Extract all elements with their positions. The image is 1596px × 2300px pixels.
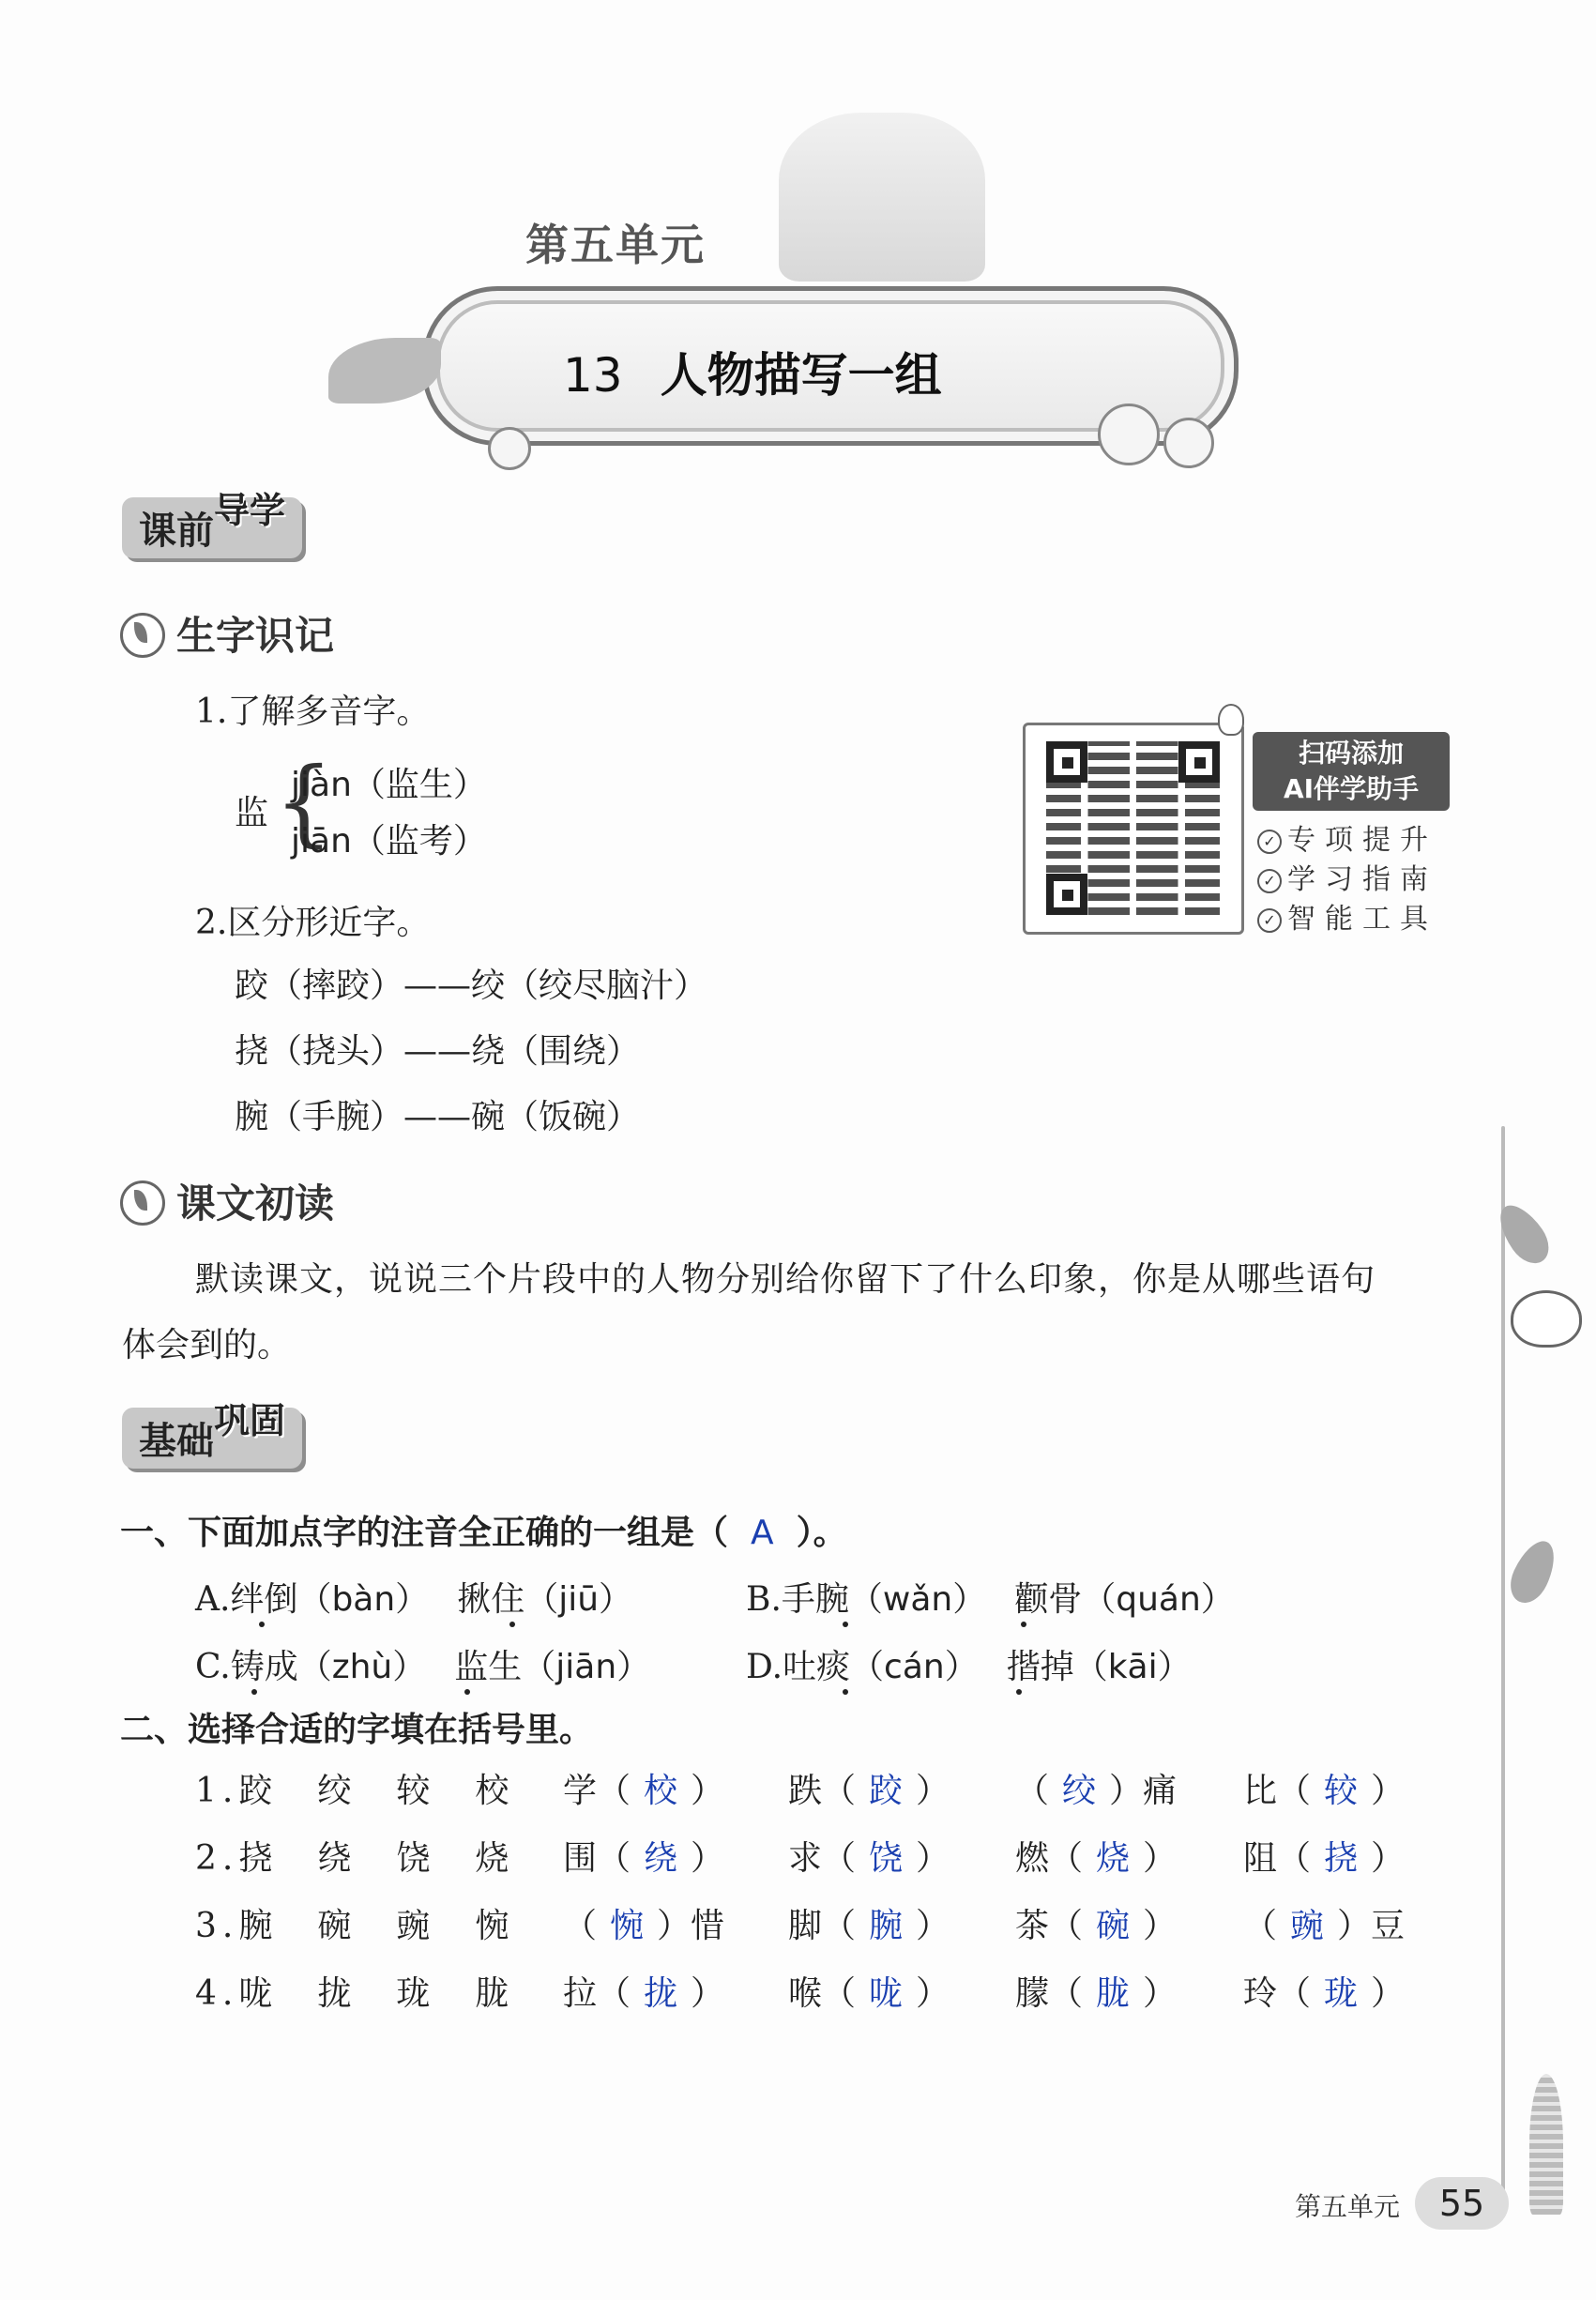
- lightbulb-icon: [1218, 704, 1244, 736]
- fill-blank-cell: [563, 1832, 724, 1880]
- fill-suffix: ）: [1371, 1839, 1406, 1878]
- footer-unit-label: 第五单元: [1295, 2191, 1401, 2222]
- fill-answer[interactable]: 腕: [869, 1907, 904, 1945]
- subheading-characters: [120, 605, 334, 662]
- fill-prefix: 茶（: [1015, 1907, 1084, 1945]
- section-tag-sup: 导学: [214, 490, 286, 531]
- check-icon: ✓: [1257, 830, 1282, 854]
- option-d: [746, 1640, 1192, 1688]
- qr-feature-text: 智能工具: [1287, 903, 1437, 936]
- option-b: [746, 1573, 1235, 1621]
- subheading-reading: [120, 1173, 334, 1229]
- qr-feature-text: 学习指南: [1287, 863, 1437, 896]
- fill-suffix: ）痛: [1109, 1772, 1178, 1810]
- fill-suffix: ）: [691, 1772, 725, 1810]
- polyphone-char: 监: [235, 794, 269, 832]
- section-tag-sup: 巩固: [214, 1400, 286, 1441]
- fill-answer[interactable]: 拢: [644, 1974, 678, 2013]
- fill-blank-cell: [1243, 1764, 1405, 1812]
- qr-finder-icon: [1046, 874, 1087, 915]
- qr-feature-2: [1257, 856, 1437, 897]
- flower-decoration-icon: [1098, 404, 1160, 465]
- fill-prefix: 脚（: [788, 1907, 857, 1945]
- fill-row-characters: 3.腕 碗 豌 惋: [195, 1907, 515, 1945]
- page-number: 55: [1415, 2177, 1509, 2230]
- vine-decoration: [1501, 1126, 1505, 2205]
- fill-suffix: ）: [1143, 1907, 1178, 1945]
- emphasis-dot: [843, 1622, 848, 1627]
- fill-blank-cell: [563, 1967, 724, 2015]
- fill-blank-cell: [563, 1899, 724, 1947]
- fill-row-characters: 1.跤 绞 较 校: [195, 1772, 515, 1810]
- fill-prefix: 求（: [788, 1839, 857, 1878]
- item-similar-chars: 2.区分形近字。: [195, 904, 431, 942]
- leaf-decoration-icon: [1503, 1534, 1563, 1609]
- fill-answer[interactable]: 胧: [1096, 1974, 1131, 2013]
- fill-blank-cell: [788, 1967, 950, 2015]
- emphasis-dot: [1021, 1622, 1026, 1627]
- fill-prefix: 喉（: [788, 1974, 857, 2013]
- fill-answer[interactable]: 挠: [1324, 1839, 1359, 1878]
- polyphone-reading-a: jiàn（监生）: [291, 766, 487, 804]
- plant-decoration-icon: [1529, 2074, 1563, 2215]
- fill-answer[interactable]: 珑: [1324, 1974, 1359, 2013]
- fill-suffix: ）: [916, 1839, 950, 1878]
- fill-answer[interactable]: 豌: [1290, 1907, 1325, 1945]
- option-word: 铸成（zhù）: [230, 1648, 427, 1686]
- fill-row-characters: 2.挠 绕 饶 烧: [195, 1839, 515, 1878]
- section-tag-main: 课前: [139, 510, 214, 553]
- fill-blank-cell: [1243, 1967, 1405, 2015]
- fill-blank-cell: [563, 1764, 724, 1812]
- fill-answer[interactable]: 较: [1324, 1772, 1359, 1810]
- fill-suffix: ）: [916, 1907, 950, 1945]
- polyphone-reading-b: jiān（监考）: [291, 822, 487, 861]
- fill-blank-cell: [788, 1764, 950, 1812]
- emphasis-dot: [464, 1689, 470, 1695]
- qr-finder-icon: [1046, 741, 1087, 783]
- lesson-title: [563, 338, 942, 405]
- fill-answer[interactable]: 饶: [869, 1839, 904, 1878]
- question-1-end: ）。: [796, 1514, 847, 1552]
- subheading-text: 生字识记: [176, 613, 335, 659]
- fill-prefix: 学（: [563, 1772, 631, 1810]
- fill-suffix: ）: [1371, 1772, 1406, 1810]
- item-polyphone: 1.了解多音字。: [195, 693, 431, 731]
- leaf-bullet-icon: [120, 613, 165, 658]
- subheading-text: 课文初读: [176, 1180, 335, 1226]
- fill-suffix: ）: [916, 1772, 950, 1810]
- fill-prefix: 朦（: [1015, 1974, 1084, 2013]
- fill-answer[interactable]: 烧: [1096, 1839, 1131, 1878]
- qr-feature-text: 专项提升: [1287, 824, 1437, 857]
- fill-prefix: （: [563, 1907, 598, 1945]
- qr-feature-1: [1257, 816, 1437, 858]
- emphasis-dot: [251, 1689, 257, 1695]
- qr-feature-3: [1257, 895, 1437, 937]
- fill-prefix: （: [1243, 1907, 1278, 1945]
- brace-icon: {: [274, 747, 334, 857]
- fill-prefix: 玲（: [1243, 1974, 1312, 2013]
- option-word: 揪住（jiū）: [457, 1580, 633, 1619]
- fill-prefix: 围（: [563, 1839, 631, 1878]
- emphasis-dot: [509, 1622, 515, 1627]
- similar-pair-3: 腕（手腕）——碗（饭碗）: [235, 1098, 641, 1136]
- option-a: [195, 1573, 632, 1621]
- fill-prefix: （: [1015, 1772, 1050, 1810]
- flower-decoration-icon: [1163, 418, 1214, 468]
- fill-blank-cell: [1015, 1967, 1177, 2015]
- check-icon: ✓: [1257, 869, 1282, 893]
- question-1-text: 一、下面加点字的注音全正确的一组是（: [120, 1514, 729, 1552]
- leaf-bullet-icon: [120, 1180, 165, 1226]
- option-word: 绊倒（bàn）: [230, 1580, 430, 1619]
- section-tag-basics: [122, 1400, 302, 1469]
- deer-illustration-icon: [779, 113, 985, 282]
- fill-suffix: ）惜: [657, 1907, 725, 1945]
- fill-answer[interactable]: 碗: [1096, 1907, 1131, 1945]
- option-letter: A.: [195, 1580, 231, 1619]
- qr-finder-icon: [1178, 741, 1220, 783]
- fill-blank-cell: [1015, 1832, 1177, 1880]
- option-word: 手腕（wǎn）: [781, 1580, 987, 1619]
- option-word: 监生（jiān）: [454, 1648, 651, 1686]
- fill-blank-cell: [1015, 1764, 1177, 1812]
- fill-blank-cell: [1243, 1832, 1405, 1880]
- fill-prefix: 跌（: [788, 1772, 857, 1810]
- option-letter: D.: [746, 1648, 783, 1686]
- fill-suffix: ）: [691, 1974, 725, 2013]
- reading-instruction-line1: 默读课文，说说三个片段中的人物分别给你留下了什么印象，你是从哪些语句: [195, 1260, 1376, 1299]
- leaf-decoration-icon: [328, 338, 441, 404]
- section-tag-main: 基础: [139, 1420, 214, 1463]
- fill-suffix: ）: [1143, 1839, 1178, 1878]
- reading-instruction-line2: 体会到的。: [122, 1326, 292, 1364]
- fill-suffix: ）: [916, 1974, 950, 2013]
- fill-answer[interactable]: 咙: [869, 1974, 904, 2013]
- fill-answer[interactable]: 跤: [869, 1772, 904, 1810]
- fill-suffix: ）: [691, 1839, 725, 1878]
- option-letter: C.: [195, 1648, 231, 1686]
- fill-prefix: 阻（: [1243, 1839, 1312, 1878]
- lesson-title-text: 人物描写一组: [660, 348, 942, 403]
- fill-blank-cell: [788, 1899, 950, 1947]
- option-c: [195, 1640, 650, 1688]
- bird-decoration-icon: [1511, 1290, 1582, 1348]
- fill-suffix: ）: [1143, 1974, 1178, 2013]
- fill-blank-cell: [1015, 1899, 1177, 1947]
- fill-row-characters: 4.咙 拢 珑 胧: [195, 1974, 515, 2013]
- emphasis-dot: [1016, 1689, 1022, 1695]
- flower-decoration-icon: [488, 427, 531, 470]
- fill-prefix: 拉（: [563, 1974, 631, 2013]
- unit-tag: 第五单元: [525, 220, 706, 270]
- qr-label[interactable]: [1253, 732, 1450, 811]
- option-letter: B.: [746, 1580, 782, 1619]
- question-1: [120, 1506, 847, 1554]
- qr-label-line1: 扫码添加: [1298, 738, 1404, 769]
- fill-answer[interactable]: 校: [644, 1772, 678, 1810]
- option-word: 颧骨（quán）: [1014, 1580, 1235, 1619]
- emphasis-dot: [259, 1622, 265, 1627]
- fill-suffix: ）: [1371, 1974, 1406, 2013]
- check-icon: ✓: [1257, 908, 1282, 933]
- qr-label-line2: AI伴学助手: [1283, 773, 1420, 804]
- fill-blank-cell: [788, 1832, 950, 1880]
- answer-blank[interactable]: A: [751, 1514, 774, 1552]
- section-tag-preview: [122, 490, 302, 558]
- similar-pair-2: 挠（挠头）——绕（围绕）: [235, 1032, 641, 1071]
- fill-blank-cell: [1243, 1899, 1405, 1947]
- fill-prefix: 比（: [1243, 1772, 1312, 1810]
- option-word: 揩掉（kāi）: [1006, 1648, 1192, 1686]
- fill-answer[interactable]: 绞: [1062, 1772, 1097, 1810]
- fill-answer[interactable]: 绕: [644, 1839, 678, 1878]
- option-word: 吐痰（cán）: [783, 1648, 979, 1686]
- fill-prefix: 燃（: [1015, 1839, 1084, 1878]
- emphasis-dot: [843, 1689, 848, 1695]
- fill-suffix: ）豆: [1337, 1907, 1406, 1945]
- lesson-number: 13: [563, 348, 623, 403]
- fill-answer[interactable]: 惋: [610, 1907, 645, 1945]
- similar-pair-1: 跤（摔跤）——绞（绞尽脑汁）: [235, 967, 708, 1005]
- question-2: 二、选择合适的字填在括号里。: [120, 1711, 594, 1749]
